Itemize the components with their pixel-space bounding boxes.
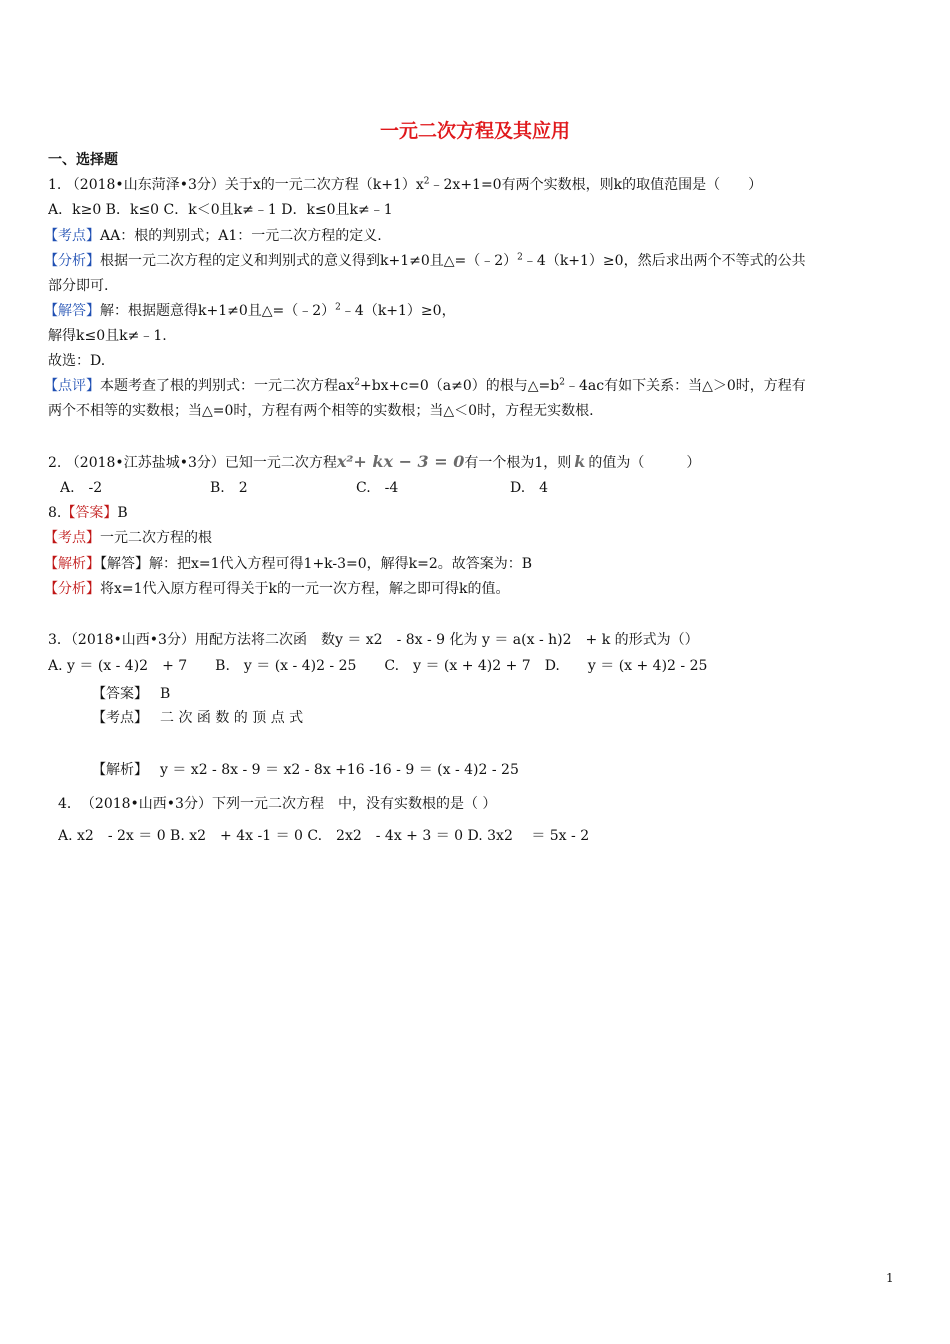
kaodian-tag: 【考点】	[44, 228, 100, 244]
q1-stem-text: 1. （2018•山东菏泽•3分）关于x的一元二次方程（k+1）x	[48, 177, 424, 193]
q1-kaodian	[44, 226, 904, 246]
q3-options: A. y ＝ (x - 4)2 + 7 B. y ＝ (x - 4)2 - 25 C. y ＝ (x + 4)2 + 7 D. y ＝ (x + 4)2 - 25	[48, 658, 708, 674]
q3-answer-value: B	[160, 686, 171, 702]
q4-options: A. x2 - 2x ＝ 0 B. x2 + 4x -1 ＝ 0 C. 2x2 - 4x + 3 ＝ 0 D. 3x2 ＝ 5x - 2	[58, 828, 590, 844]
answer-tag: 【答案】	[92, 686, 148, 702]
q2-fenxi-text: 将x=1代入原方程可得关于k的一元一次方程，解之即可得k的值。	[100, 581, 510, 597]
q1-dianping-sup: 2	[354, 377, 360, 388]
q1-jieda-sup: 2	[335, 302, 341, 313]
q1-dianping-line2: 两个不相等的实数根；当△=0时，方程有两个相等的实数根；当△＜0时，方程无实数根.	[48, 403, 594, 419]
q2-answer-prefix: 8.	[48, 505, 62, 521]
page-number: 1	[886, 1271, 894, 1285]
kaodian-tag: 【考点】	[92, 710, 148, 726]
q2-jiexi-text: 【解答】解：把x=1代入方程可得1+k-3=0，解得k=2。故答案为：B	[100, 556, 533, 572]
q1-stem	[48, 175, 908, 195]
section-heading: 一、选择题	[48, 152, 118, 168]
dianping-tag: 【点评】	[44, 378, 100, 394]
q1-dianping-text-2: +bx+c=0（a≠0）的根与△=b	[359, 378, 560, 394]
q3-kaodian-text: 二 次 函 数 的 顶 点 式	[160, 710, 304, 726]
q1-jieda-line2: 解得k≤0且k≠﹣1.	[48, 328, 167, 344]
q1-kaodian-text: AA：根的判别式；A1：一元二次方程的定义.	[100, 228, 382, 244]
q2-fenxi	[44, 579, 904, 599]
q1-jieda-text: 解：根据题意得k+1≠0且△=（﹣2）	[100, 303, 336, 319]
q1-stem-sup: 2	[423, 176, 430, 187]
jieda-tag: 【解答】	[44, 303, 100, 319]
q1-dianping-sup-2: 2	[559, 377, 565, 388]
fenxi-tag: 【分析】	[44, 253, 100, 269]
q3-jiexi	[92, 760, 950, 780]
fenxi-tag: 【分析】	[44, 581, 100, 597]
q1-options: A．k≥0 B．k≤0 C．k＜0且k≠﹣1 D．k≤0且k≠﹣1	[48, 202, 393, 218]
answer-tag: 【答案】	[61, 505, 118, 521]
q2-options	[60, 478, 920, 498]
jiexi-tag: 【解析】	[92, 762, 148, 778]
q1-fenxi	[44, 251, 904, 271]
q2-kaodian-text: 一元二次方程的根	[100, 530, 212, 546]
q1-stem-text-2: ﹣2x+1=0有两个实数根，则k的取值范围是（ ）	[429, 177, 763, 193]
q1-dianping-text: 本题考查了根的判别式：一元二次方程ax	[100, 378, 355, 394]
q3-jiexi-text: y ＝ x2 - 8x - 9 ＝ x2 - 8x +16 -16 - 9 ＝ (x - 4)2 - 25	[160, 762, 519, 778]
q1-dianping	[44, 376, 904, 396]
q1-fenxi-text-2: ﹣4（k+1）≥0，然后求出两个不等式的公共	[522, 253, 806, 269]
q2-option-b: B. 2	[210, 480, 248, 496]
q3-stem: 3．（2018•山西•3分）用配方法将二次函 数y ＝ x2 - 8x - 9 化为 y ＝ a(x - h)2 + k 的形式为（）	[48, 632, 699, 648]
q2-kaodian	[44, 528, 904, 548]
q3-answer	[92, 684, 950, 704]
q2-option-a: A. -2	[60, 480, 103, 496]
q2-equation: x²+ kx − 3 = 0	[336, 452, 465, 471]
q2-jiexi	[44, 554, 904, 574]
q2-answer	[48, 503, 908, 523]
q1-dianping-text-3: ﹣4ac有如下关系：当△＞0时，方程有	[564, 378, 806, 394]
jiexi-tag: 【解析】	[44, 556, 100, 572]
q2-option-d: D. 4	[510, 480, 549, 496]
q2-stem-text: 2. （2018•江苏盐城•3分）已知一元二次方程	[48, 455, 337, 471]
q3-kaodian	[92, 708, 950, 728]
q1-jieda-line3: 故选：D.	[48, 353, 106, 369]
q2-variable-k: k	[574, 452, 586, 471]
q4-stem: 4． （2018•山西•3分）下列一元二次方程 中，没有实数根的是（ ）	[58, 796, 497, 812]
q1-fenxi-sup: 2	[517, 252, 523, 263]
q1-fenxi-line2: 部分即可.	[48, 278, 109, 294]
q2-stem-text-2: 有一个根为1，则	[464, 455, 572, 471]
q1-fenxi-text: 根据一元二次方程的定义和判别式的意义得到k+1≠0且△=（﹣2）	[100, 253, 518, 269]
q1-jieda	[44, 301, 904, 321]
q2-stem	[48, 452, 908, 473]
q1-jieda-text-2: ﹣4（k+1）≥0，	[340, 303, 456, 319]
q2-stem-text-3: 的值为（ ）	[588, 455, 701, 471]
kaodian-tag: 【考点】	[44, 530, 100, 546]
page-title: 一元二次方程及其应用	[379, 120, 570, 142]
q2-option-c: C. -4	[356, 480, 399, 496]
q2-answer-value: B	[117, 505, 128, 521]
